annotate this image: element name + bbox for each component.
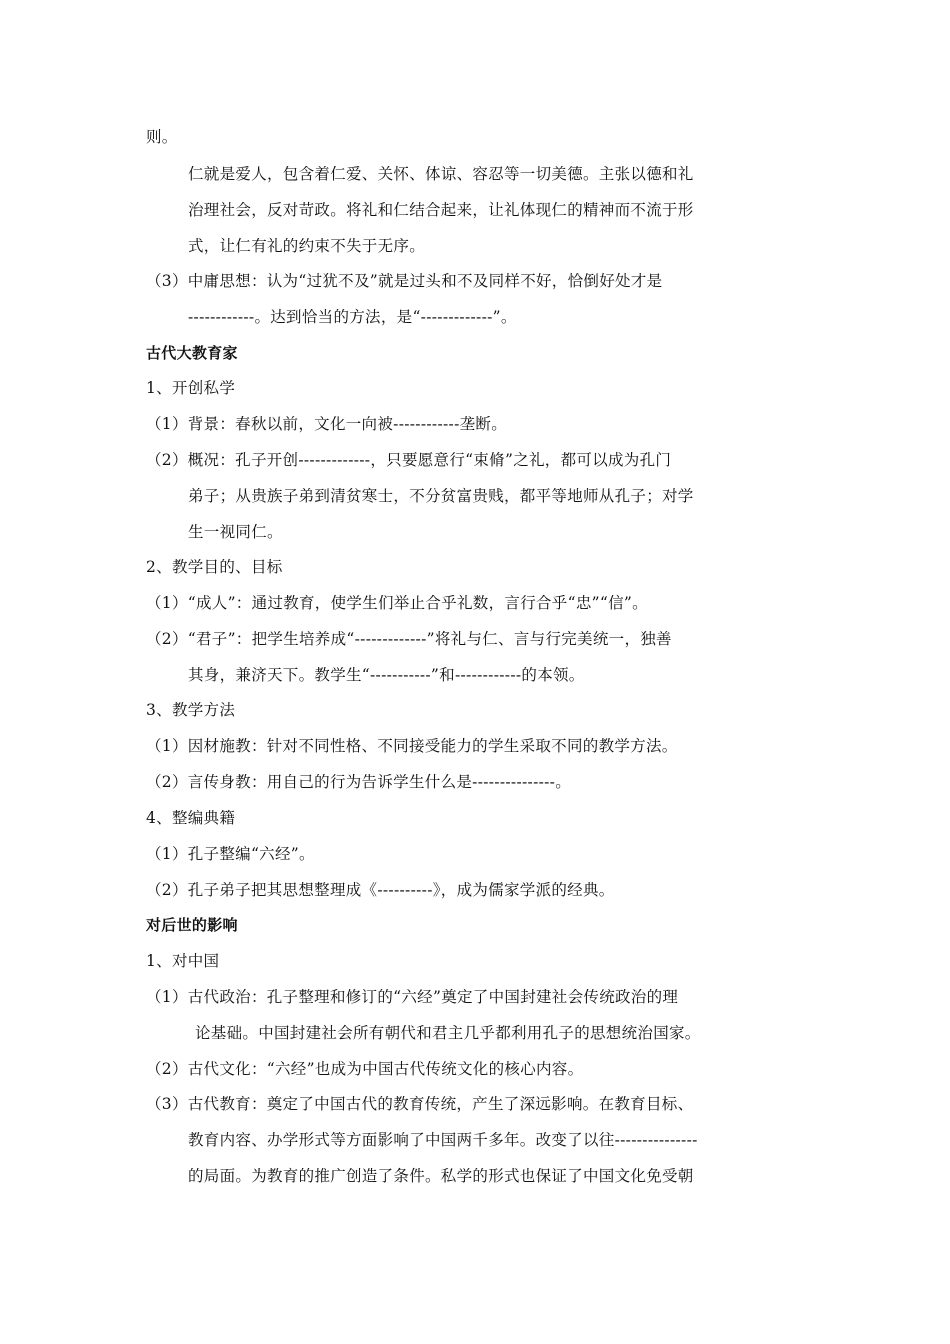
text-line: （2）概况：孔子开创-------------，只要愿意行“束脩”之礼，都可以成为孔门	[146, 451, 672, 469]
text-line: （2）古代文化：“六经”也成为中国古代传统文化的核心内容。	[146, 1060, 584, 1078]
text-line: （1）孔子整编“六经”。	[146, 845, 315, 863]
text-line: （1）背景：春秋以前，文化一向被------------垄断。	[146, 415, 508, 433]
text-line: （2）孔子弟子把其思想整理成《----------》，成为儒家学派的经典。	[146, 881, 615, 899]
text-line: 教育内容、办学形式等方面影响了中国两千多年。改变了以往---------------	[188, 1131, 698, 1149]
text-line: ------------。达到恰当的方法，是“-------------”。	[188, 308, 517, 326]
text-line: 则。	[146, 128, 178, 146]
text-line: （1）“成人”：通过教育，使学生们举止合乎礼数，言行合乎“忠”“信”。	[146, 594, 648, 612]
text-line: （2）言传身教：用自己的行为告诉学生什么是---------------。	[146, 773, 572, 791]
text-line: 弟子；从贵族子弟到清贫寒士，不分贫富贵贱，都平等地师从孔子；对学	[188, 487, 694, 505]
text-line: （1）古代政治：孔子整理和修订的“六经”奠定了中国封建社会传统政治的理	[146, 988, 679, 1006]
text-line: （2）“君子”：把学生培养成“-------------”将礼与仁、言与行完美统一，独善	[146, 630, 672, 648]
text-line: 其身，兼济天下。教学生“-----------”和------------的本领。	[188, 666, 585, 684]
text-line: 的局面。为教育的推广创造了条件。私学的形式也保证了中国文化免受朝	[188, 1167, 694, 1185]
text-line: 生一视同仁。	[188, 523, 283, 541]
text-line: 式，让仁有礼的约束不失于无序。	[188, 237, 426, 255]
text-line: （3）中庸思想：认为“过犹不及”就是过头和不及同样不好，恰倒好处才是	[146, 272, 663, 290]
subsection-heading: 4、整编典籍	[146, 809, 236, 827]
subsection-heading: 3、教学方法	[146, 701, 236, 719]
subsection-heading: 1、开创私学	[146, 379, 236, 397]
subsection-heading: 1、对中国	[146, 952, 220, 970]
text-line: 治理社会，反对苛政。将礼和仁结合起来，让礼体现仁的精神而不流于形	[188, 201, 694, 219]
text-line: 仁就是爱人，包含着仁爱、关怀、体谅、容忍等一切美德。主张以德和礼	[188, 165, 694, 183]
section-heading: 古代大教育家	[146, 344, 238, 362]
text-line: （1）因材施教：针对不同性格、不同接受能力的学生采取不同的教学方法。	[146, 737, 678, 755]
section-heading: 对后世的影响	[146, 916, 238, 934]
text-line: 论基础。中国封建社会所有朝代和君主几乎都利用孔子的思想统治国家。	[195, 1024, 701, 1042]
text-line: （3）古代教育：奠定了中国古代的教育传统，产生了深远影响。在教育目标、	[146, 1095, 694, 1113]
subsection-heading: 2、教学目的、目标	[146, 558, 283, 576]
